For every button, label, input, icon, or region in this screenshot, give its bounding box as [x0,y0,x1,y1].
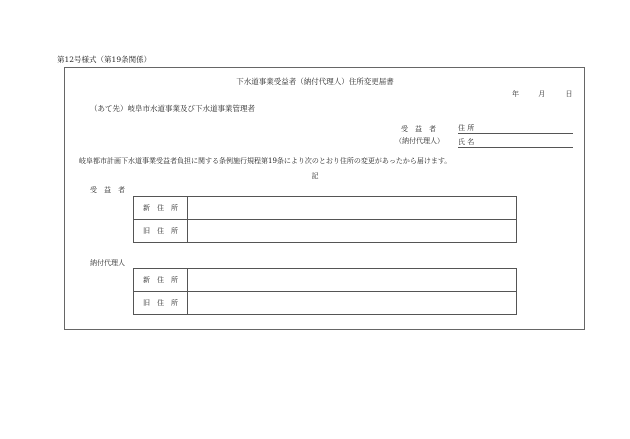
form-title: 下水道事業受益者（納付代理人）住所変更届書 [236,77,394,86]
section-title-agent: 納付代理人 [90,259,125,267]
body-text: 岐阜都市計画下水道事業受益者負担に関する条例施行規程第19条により次のとおり住所の変更があったから届けます。 [79,157,452,165]
table-row [134,197,517,220]
applicant-role-label: 受 益 者 [401,125,436,133]
date-year: 年 [512,90,519,98]
form-label: 第12号様式（第19条関係） [57,55,152,64]
table-row [134,269,517,292]
address-label: 住 所 [458,124,475,132]
old-address-label: 旧 住 所 [134,220,188,243]
applicant-name-field[interactable] [458,138,573,148]
old-address-field[interactable] [188,220,517,243]
ki-heading: 記 [311,172,319,180]
date-line [512,90,572,99]
agent-label: （納付代理人） [395,137,444,145]
new-address-label: 新 住 所 [134,269,188,292]
agent-address-table [133,268,517,315]
name-label: 氏 名 [458,138,475,146]
new-address-field[interactable] [188,269,517,292]
old-address-label: 旧 住 所 [134,292,188,315]
table-row [134,220,517,243]
applicant-address-field[interactable] [458,124,573,134]
old-address-field[interactable] [188,292,517,315]
date-day: 日 [565,90,573,98]
beneficiary-address-table [133,196,517,243]
new-address-field[interactable] [188,197,517,220]
section-title-beneficiary: 受 益 者 [90,186,125,194]
date-month: 月 [538,90,546,98]
addressee: （あて先）岐阜市水道事業及び下水道事業管理者 [90,104,255,113]
new-address-label: 新 住 所 [134,197,188,220]
table-row [134,292,517,315]
